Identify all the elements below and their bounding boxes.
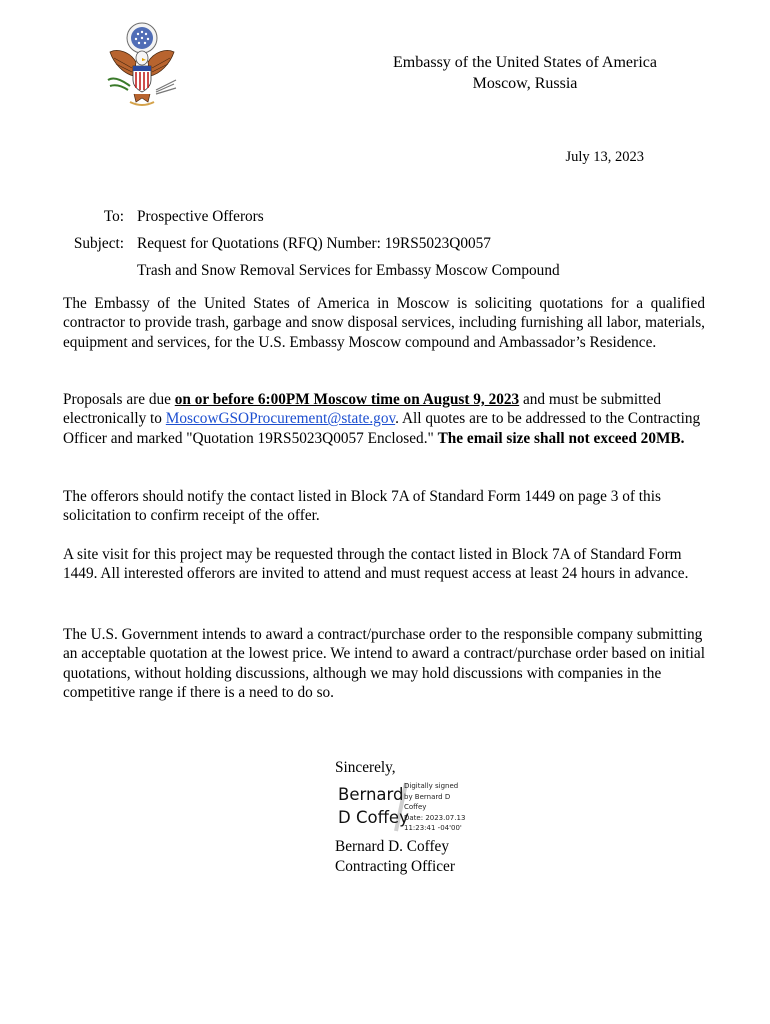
signature-meta	[404, 781, 484, 834]
letter-date: July 13, 2023	[565, 149, 644, 165]
due-date: on or before 6:00PM Moscow time on August 9, 2023	[174, 391, 520, 408]
embassy-location: Moscow, Russia	[472, 75, 578, 92]
to-row	[62, 203, 560, 230]
great-seal-icon	[100, 18, 184, 110]
signature-meta-line: Date: 2023.07.13	[404, 813, 466, 822]
signature-meta-line: Coffey	[404, 803, 427, 812]
digital-signature	[338, 781, 488, 833]
paragraph-award: The U.S. Government intends to award a contract/purchase order to the responsible company submitting an acceptable quotation at the lowest price. We intend to award a contract/purchase order based on initial quotations, without holding discussions, although we may hold discussions with companies in the competitive range if there is a need to do so.	[63, 626, 705, 702]
deadline-text-2: and must be submitted electronically to	[63, 391, 662, 428]
letterhead	[330, 52, 720, 94]
subject-label: Subject:	[73, 235, 124, 252]
address-block	[62, 203, 560, 284]
signature-name-line1: Bernard	[338, 785, 404, 804]
subject-line2: Trash and Snow Removal Services for Embassy Moscow Compound	[137, 262, 560, 279]
signer-block	[335, 837, 455, 877]
paragraph-notify: The offerors should notify the contact listed in Block 7A of Standard Form 1449 on page 3 of this solicitation to confirm receipt of the offer.	[63, 488, 661, 525]
signer-name: Bernard D. Coffey	[335, 838, 449, 855]
deadline-text-1: Proposals are due	[63, 391, 175, 408]
signer-title: Contracting Officer	[335, 858, 455, 875]
to-label: To:	[103, 208, 124, 225]
deadline-text-3: . All quotes are to be addressed to the Contracting Officer and marked "Quotation 19RS5023Q0057 Enclosed."	[63, 410, 701, 447]
embassy-name: Embassy of the United States of America	[393, 54, 657, 71]
email-size-note: The email size shall not exceed 20MB.	[437, 429, 685, 447]
paragraph-deadline	[63, 390, 705, 448]
closing: Sincerely,	[335, 759, 396, 776]
signature-name	[338, 783, 409, 829]
procurement-email-link[interactable]: MoscowGSOProcurement@state.gov	[165, 410, 396, 428]
paragraph-site-visit: A site visit for this project may be requested through the contact listed in Block 7A of Standard Form 1449. All interested offerors are invited to attend and must request access at least 24 hours in advance.	[63, 546, 689, 583]
to-value: Prospective Offerors	[137, 208, 264, 225]
subject-row-2	[62, 257, 560, 284]
subject-row	[62, 230, 560, 257]
signature-meta-line: 11:23:41 -04'00'	[404, 824, 462, 833]
signature-name-line2: D Coffey	[338, 808, 409, 827]
subject-line1: Request for Quotations (RFQ) Number: 19RS5023Q0057	[137, 235, 491, 252]
signature-meta-line: Digitally signed	[404, 782, 459, 790]
paragraph-intro: The Embassy of the United States of America in Moscow is soliciting quotations for a qualified contractor to provide trash, garbage and snow disposal services, including furnishing all labor, materials, equipment and services, for the U.S. Embassy Moscow compound and Ambassador’s Residence.	[63, 295, 705, 351]
signature-meta-line: by Bernard D	[404, 792, 451, 801]
